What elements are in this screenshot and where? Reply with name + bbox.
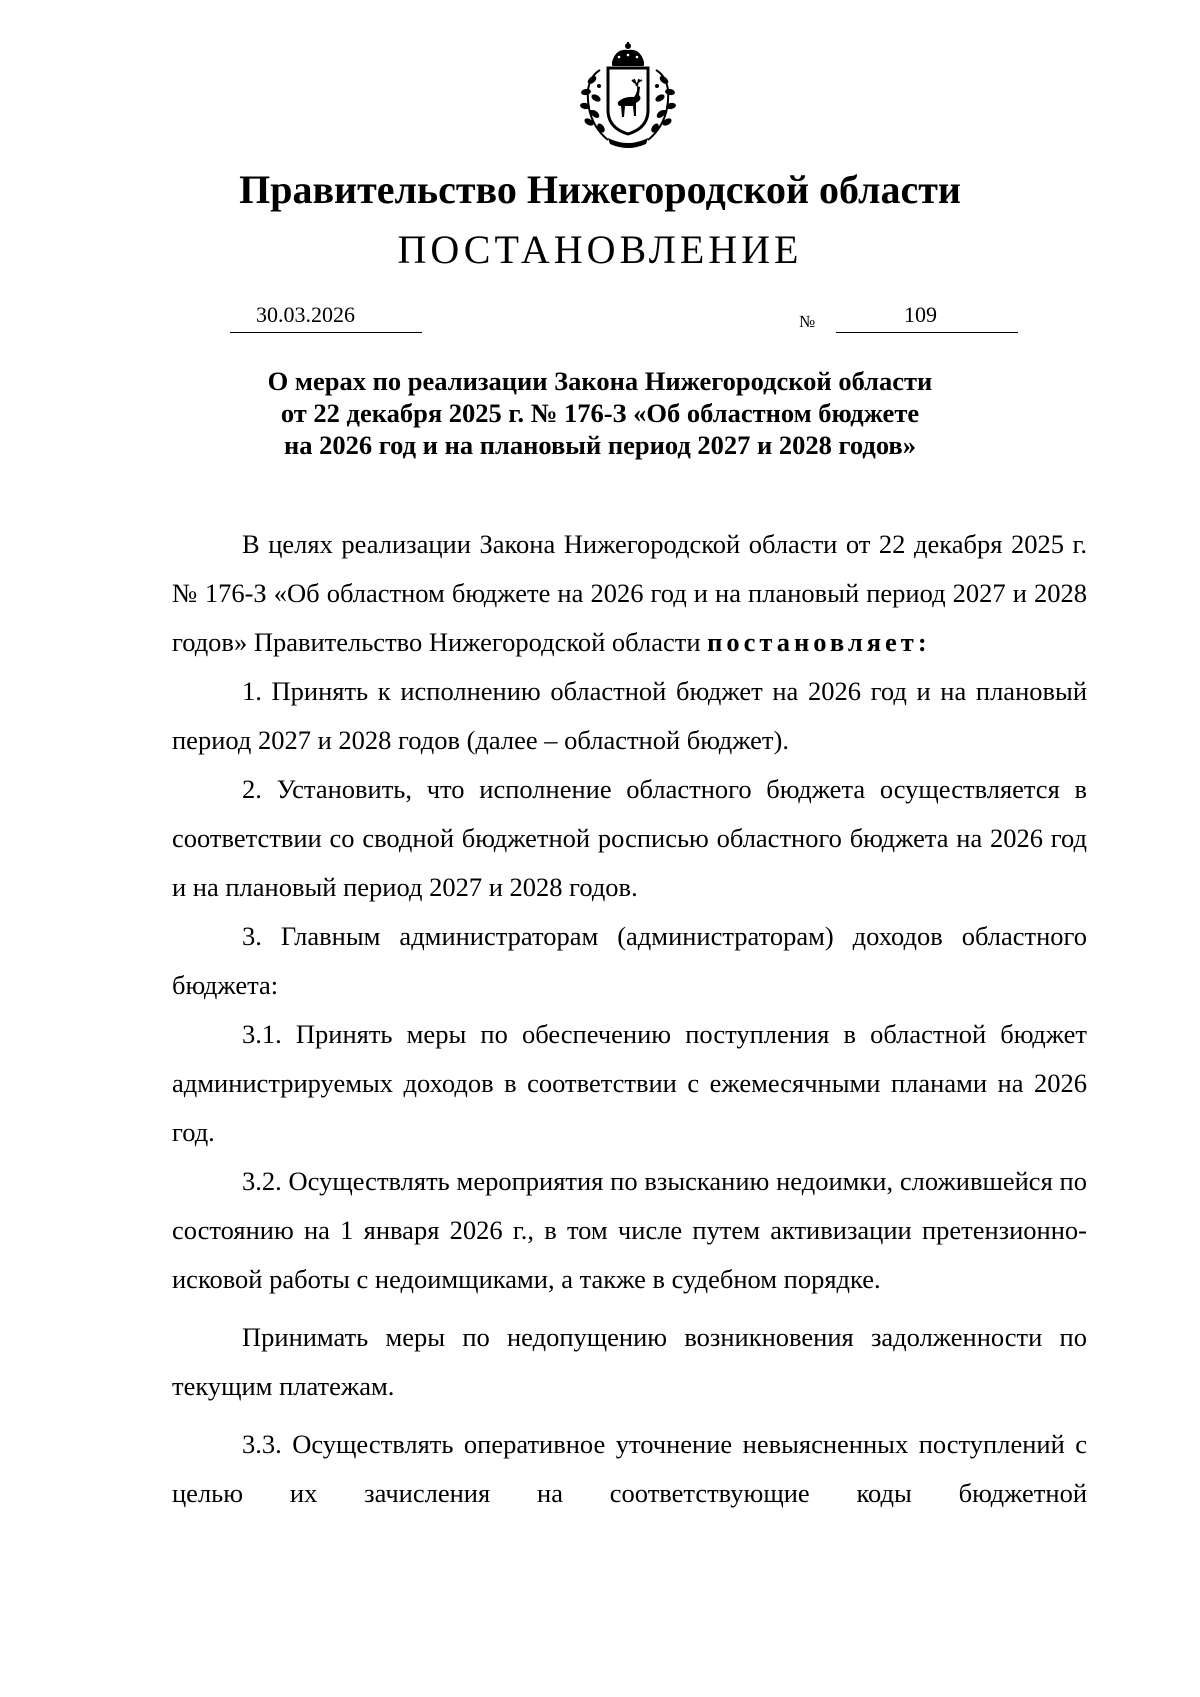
clause-3: 3. Главным администраторам (администраторам) доходов областного бюджета: (172, 921, 1087, 1000)
clause-3-3: 3.3. Осуществлять оперативное уточнение невыясненных поступлений с целью их зачисления на соответствующие коды бюджетной (172, 1429, 1087, 1508)
document-subject (150, 365, 1050, 461)
clause-1: 1. Принять к исполнению областной бюджет на 2026 год и на плановый период 2027 и 2028 годов (далее – областной бюджет). (172, 676, 1087, 755)
preamble-paragraph (172, 520, 1087, 667)
subject-line: О мерах по реализации Закона Нижегородской области (267, 366, 933, 396)
clause-3-2-continuation: Принимать меры по недопущению возникновения задолженности по текущим платежам. (172, 1322, 1087, 1401)
document-number: 109 (904, 302, 937, 327)
number-field (836, 300, 1018, 333)
coat-of-arms-emblem (572, 40, 684, 150)
document-body (172, 520, 1087, 1518)
subject-line: от 22 декабря 2025 г. № 176-З «Об областном бюджете (280, 398, 920, 428)
clause-3-1: 3.1. Принять меры по обеспечению поступления в областной бюджет администрируемых доходов в соответствии с ежемесячными планами на 2026 год. (172, 1019, 1087, 1147)
date-field (230, 300, 422, 333)
clause-3-2: 3.2. Осуществлять мероприятия по взысканию недоимки, сложившейся по состоянию на 1 января 2026 г., в том числе путем активизации претензионно-исковой работы с недоимщиками, а также в судебном порядке. (172, 1166, 1087, 1294)
government-title: Правительство Нижегородской области (239, 167, 961, 212)
resolves-keyword: постановляет: (707, 627, 931, 657)
clause-2: 2. Установить, что исполнение областного бюджета осуществляется в соответствии со сводной бюджетной росписью областного бюджета на 2026 год и на плановый период 2027 и 2028 годов. (172, 774, 1087, 902)
coat-of-arms-icon (572, 40, 684, 150)
document-type-title: ПОСТАНОВЛЕНИЕ (397, 227, 803, 272)
preamble-text: В целях реализации Закона Нижегородской области от 22 декабря 2025 г. № 176-З «Об областном бюджете на 2026 год и на плановый период 2027 и 2028 годов» Правительство Нижегородской области (172, 529, 1087, 657)
subject-line: на 2026 год и на плановый период 2027 и 2028 годов» (284, 430, 916, 460)
document-date: 30.03.2026 (256, 302, 355, 327)
number-label: № (799, 312, 816, 331)
